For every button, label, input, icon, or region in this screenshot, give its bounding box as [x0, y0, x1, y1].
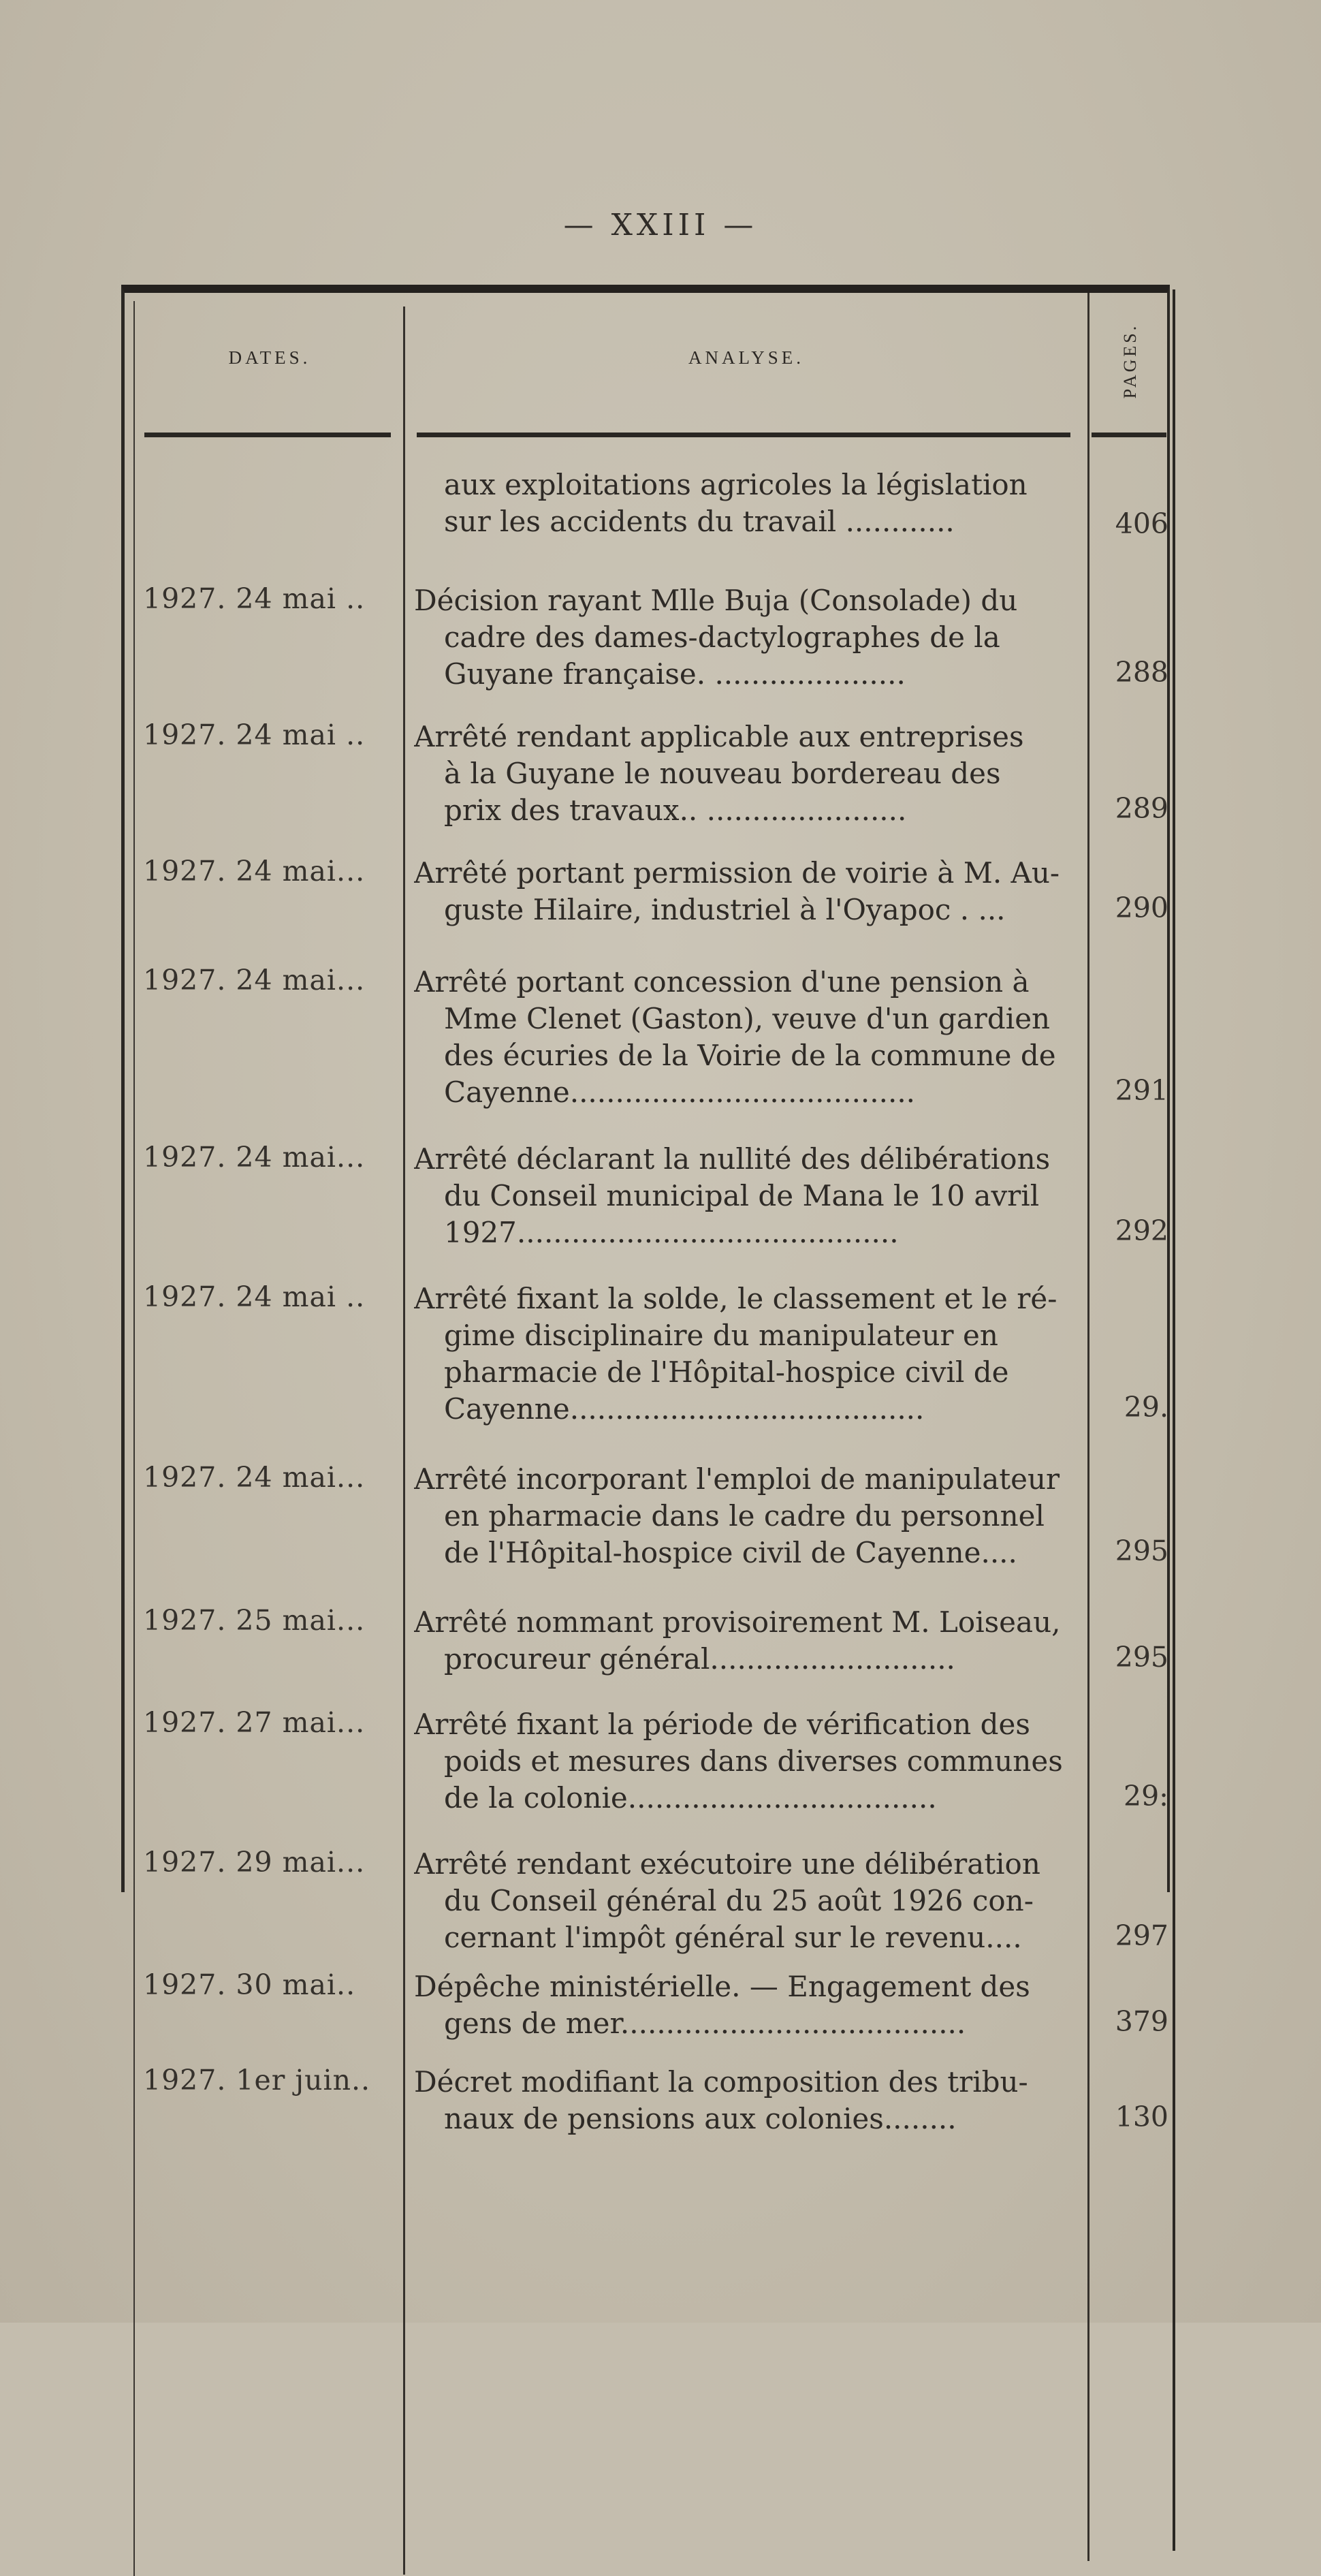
entry-analysis [414, 1604, 1078, 1678]
entry-page: 288 [1115, 656, 1168, 689]
analysis-line: Arrêté fixant la période de vérification des [414, 1708, 1030, 1741]
header-rule-dates [144, 433, 391, 437]
analysis-line: pharmacie de l'Hôpital-hospice civil de [444, 1355, 1009, 1389]
entry-analysis [414, 719, 1078, 829]
header-pages [1089, 303, 1171, 419]
analysis-line: Décision rayant Mlle Buja (Consolade) du [414, 584, 1018, 617]
entry-date: 1927. 24 mai .. [143, 719, 366, 751]
entry-date: 1927. 27 mai... [143, 1706, 366, 1739]
analysis-line: des écuries de la Voirie de la commune de [444, 1039, 1056, 1072]
table-left-rule [133, 301, 135, 2576]
entry-analysis [414, 1461, 1078, 1571]
entry-page: 292 [1115, 1214, 1168, 1247]
entry-date: 1927. 24 mai... [143, 855, 366, 888]
analysis-line: Arrêté nommant provisoirement M. Loiseau, [414, 1605, 1061, 1639]
analysis-line: Arrêté déclarant la nullité des délibérations [414, 1142, 1051, 1176]
entry-date: 1927. 1er juin.. [143, 2064, 371, 2096]
analysis-line: cernant l'impôt général sur le revenu.... [444, 1921, 1022, 1954]
analysis-line: en pharmacie dans le cadre du personnel [444, 1499, 1045, 1533]
table-right-rule [1173, 289, 1175, 2551]
analysis-line: Décret modifiant la composition des tribu- [414, 2065, 1028, 2099]
analysis-line: de l'Hôpital-hospice civil de Cayenne.... [444, 1536, 1017, 1569]
entry-analysis [414, 1281, 1078, 1428]
page-number: — XXIII — [563, 208, 758, 242]
analysis-line: à la Guyane le nouveau bordereau des [444, 757, 1001, 790]
entry-page: 297 [1115, 1919, 1168, 1952]
entry-analysis [414, 582, 1078, 693]
entry-page: 29: [1124, 1780, 1168, 1812]
entry-page: 29. [1124, 1391, 1168, 1424]
header-pages-label: PAGES. [1120, 323, 1140, 399]
entry-analysis [414, 1706, 1078, 1817]
analysis-line: Cayenne....................................... [444, 1392, 925, 1426]
analysis-line: cadre des dames-dactylographes de la [444, 621, 1000, 654]
entry-analysis [414, 1141, 1078, 1251]
entry-page: 290 [1115, 892, 1168, 924]
analysis-line: 1927.......................................... [444, 1216, 899, 1249]
analysis-line: aux exploitations agricoles la législation [444, 468, 1028, 501]
entry-date: 1927. 25 mai... [143, 1604, 366, 1637]
analysis-line: Dépêche ministérielle. — Engagement des [414, 1970, 1030, 2003]
header-rule-pages [1092, 433, 1166, 437]
analysis-line: gime disciplinaire du manipulateur en [444, 1319, 998, 1352]
entry-date: 1927. 30 mai.. [143, 1968, 356, 2001]
analysis-line: sur les accidents du travail ............ [444, 505, 955, 538]
entry-analysis [414, 2064, 1078, 2137]
analysis-line: de la colonie.................................. [444, 1781, 937, 1815]
column-divider-pages [1087, 293, 1089, 2561]
entry-page: 379 [1115, 2005, 1168, 2038]
entry-analysis [414, 964, 1078, 1111]
header-analyse: ANALYSE. [688, 347, 805, 368]
analysis-line: Mme Clenet (Gaston), veuve d'un gardien [444, 1002, 1051, 1035]
entry-analysis [414, 1968, 1078, 2042]
analysis-line: Arrêté fixant la solde, le classement et le ré- [414, 1282, 1057, 1315]
analysis-line: guste Hilaire, industriel à l'Oyapoc . ... [444, 893, 1006, 926]
analysis-line: Arrêté rendant exécutoire une délibération [414, 1847, 1040, 1881]
entry-date: 1927. 29 mai... [143, 1846, 366, 1879]
entry-page: 295 [1115, 1535, 1168, 1567]
entry-analysis [414, 1846, 1078, 1956]
entry-page: 130 [1115, 2101, 1168, 2133]
analysis-line: Cayenne...................................... [444, 1075, 916, 1109]
analysis-line: Arrêté portant permission de voirie à M. Au- [414, 856, 1060, 890]
entry-analysis [414, 855, 1078, 928]
analysis-line: naux de pensions aux colonies........ [444, 2102, 957, 2135]
analysis-line: Arrêté portant concession d'une pension à [414, 965, 1030, 999]
entry-date: 1927. 24 mai .. [143, 582, 366, 615]
analysis-line: gens de mer...................................... [444, 2007, 966, 2040]
entry-page: 406 [1115, 507, 1168, 540]
column-divider-dates [403, 307, 405, 2575]
entry-date: 1927. 24 mai... [143, 1461, 366, 1494]
entry-date: 1927. 24 mai... [143, 964, 366, 996]
analysis-line: Arrêté incorporant l'emploi de manipulateur [414, 1462, 1060, 1496]
entry-date: 1927. 24 mai .. [143, 1281, 366, 1313]
analysis-line: Arrêté rendant applicable aux entreprises [414, 720, 1024, 753]
analysis-line: Guyane française. ..................... [444, 657, 906, 691]
entry-date: 1927. 24 mai... [143, 1141, 366, 1174]
analysis-line: du Conseil général du 25 août 1926 con- [444, 1884, 1034, 1917]
entry-page: 289 [1115, 792, 1168, 825]
entry-page: 295 [1115, 1641, 1168, 1674]
analysis-line: prix des travaux.. ...................... [444, 794, 907, 827]
analysis-line: du Conseil municipal de Mana le 10 avril [444, 1179, 1040, 1212]
entry-page: 291 [1115, 1074, 1168, 1107]
entry-analysis [414, 467, 1078, 540]
header-rule-analyse [417, 433, 1070, 437]
analysis-line: poids et mesures dans diverses communes [444, 1744, 1063, 1778]
header-dates: DATES. [228, 347, 311, 368]
analysis-line: procureur général........................... [444, 1642, 955, 1676]
